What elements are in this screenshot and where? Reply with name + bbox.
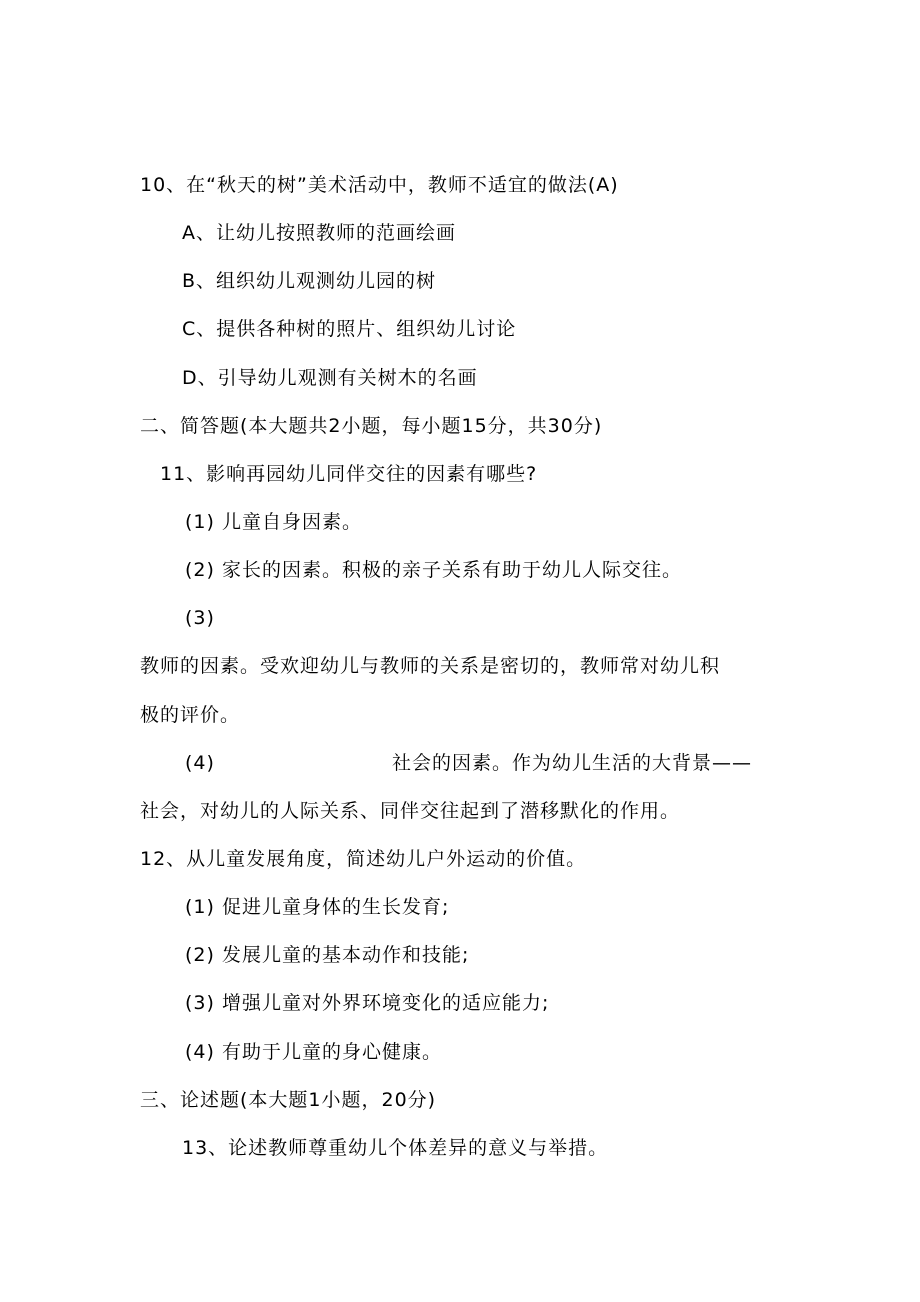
- question-11-item-3-line-2: 极的评价。: [140, 704, 241, 726]
- question-10-option-b: B、组织幼儿观测幼儿园的树: [182, 270, 437, 292]
- question-11-stem: 11、影响再园幼儿同伴交往的因素有哪些?: [160, 463, 538, 485]
- question-10-stem: 10、在“秋天的树”美术活动中，教师不适宜的做法(A): [140, 174, 619, 196]
- question-11-item-1: (1) 儿童自身因素。: [185, 511, 362, 533]
- question-11-item-4-text: 社会的因素。作为幼儿生活的大背景——: [392, 752, 753, 774]
- question-10-option-c: C、提供各种树的照片、组织幼儿讨论: [182, 318, 517, 340]
- question-12-item-1: (1) 促进儿童身体的生长发育;: [185, 896, 450, 918]
- question-12-stem: 12、从儿童发展角度，简述幼儿户外运动的价值。: [140, 848, 587, 870]
- section-2-heading: 二、简答题(本大题共2小题，每小题15分，共30分): [140, 415, 603, 437]
- question-13-stem: 13、论述教师尊重幼儿个体差异的意义与举措。: [182, 1137, 609, 1159]
- question-10-option-a: A、让幼儿按照教师的范画绘画: [182, 222, 456, 244]
- question-11-item-3-line-1: 教师的因素。受欢迎幼儿与教师的关系是密切的，教师常对幼儿积: [140, 655, 721, 677]
- question-10-option-d: D、引导幼儿观测有关树木的名画: [182, 367, 478, 389]
- question-11-item-3-number: (3): [185, 607, 215, 629]
- question-11-item-2: (2) 家长的因素。积极的亲子关系有助于幼儿人际交往。: [185, 559, 682, 581]
- question-12-item-2: (2) 发展儿童的基本动作和技能;: [185, 944, 470, 966]
- section-3-heading: 三、论述题(本大题1小题，20分): [140, 1089, 437, 1111]
- question-11-item-4-line-2: 社会，对幼儿的人际关系、同伴交往起到了潜移默化的作用。: [140, 800, 681, 822]
- question-12-item-3: (3) 增强儿童对外界环境变化的适应能力;: [185, 992, 550, 1014]
- question-11-item-4-number: (4): [185, 752, 215, 774]
- question-12-item-4: (4) 有助于儿童的身心健康。: [185, 1041, 442, 1063]
